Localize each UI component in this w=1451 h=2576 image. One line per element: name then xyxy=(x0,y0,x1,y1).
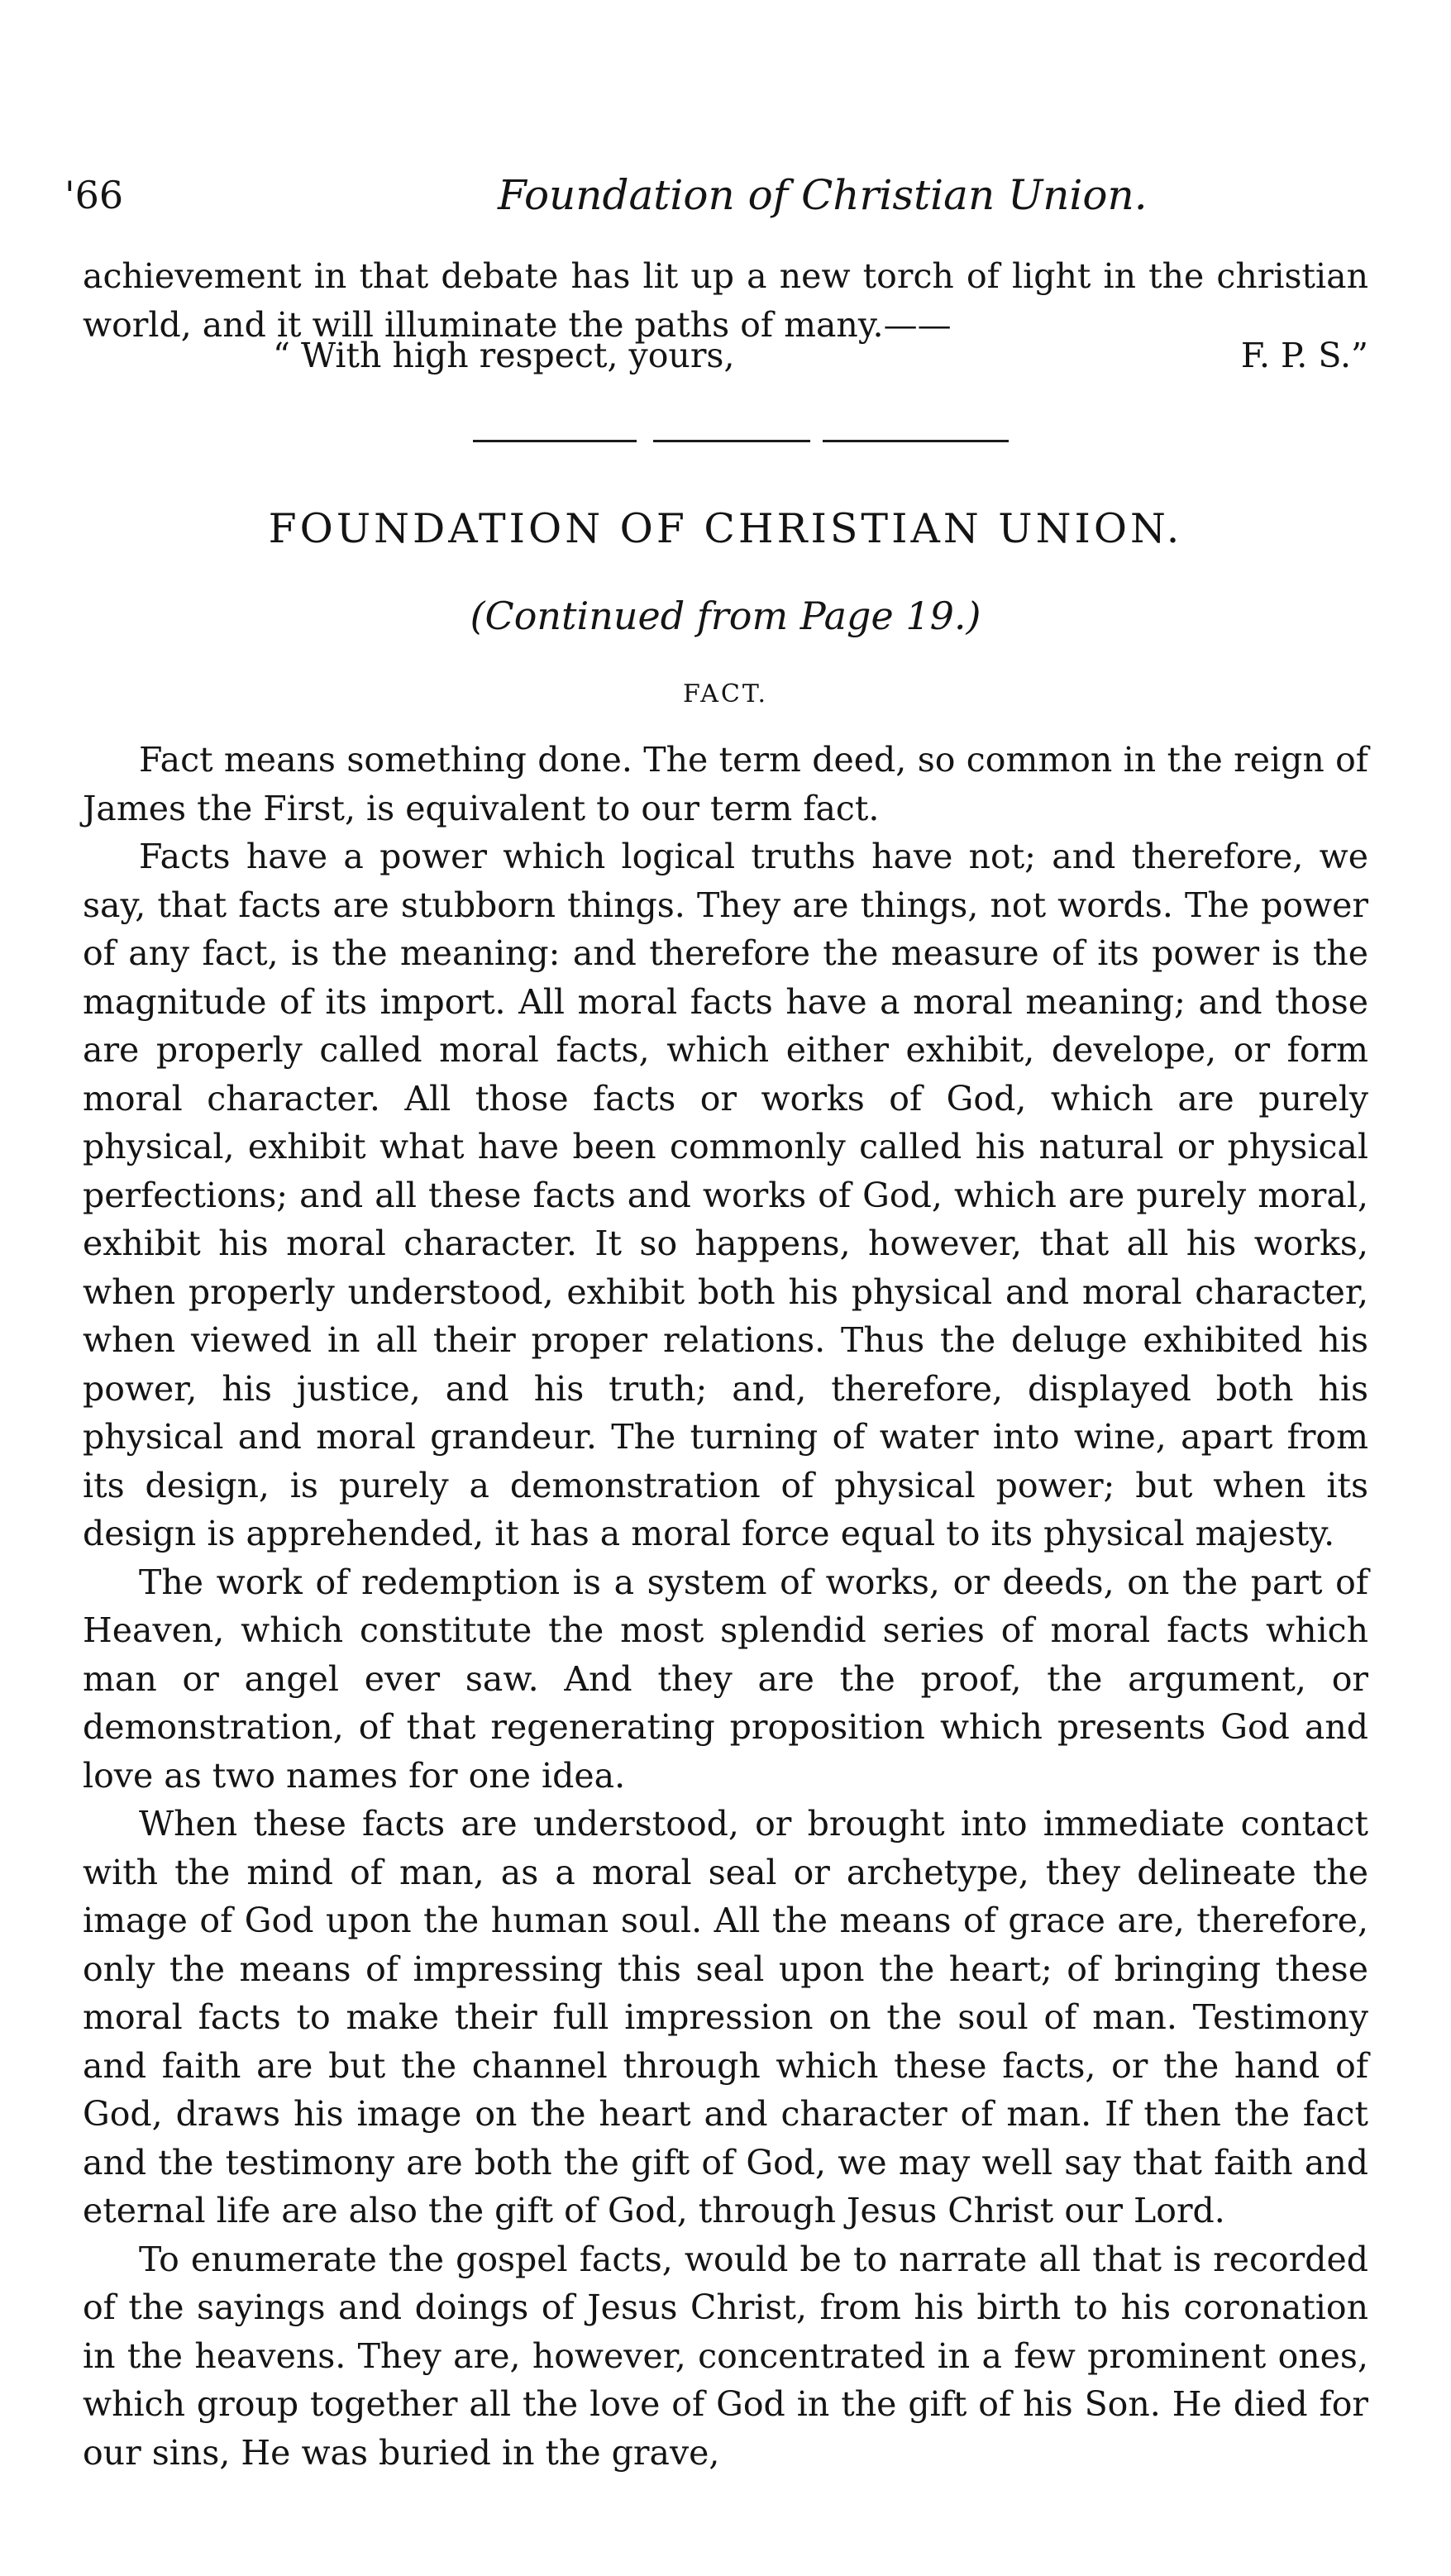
intro-paragraph: achievement in that debate has lit up a new torch of light in the christian world, and it will illuminate the paths of many.—— xyxy=(83,256,1368,345)
divider-rule xyxy=(653,440,810,442)
article-title: FOUNDATION OF CHRISTIAN UNION. xyxy=(268,505,1183,552)
page-number: '66 xyxy=(64,173,124,217)
running-title: Foundation of Christian Union. xyxy=(498,171,1148,219)
page-header xyxy=(51,162,1374,228)
section-heading: FACT. xyxy=(683,680,768,708)
paragraph: Facts have a power which logical truths have not; and therefore, we say, that facts are stubborn things. They are things, not words. The power of any fact, is the meaning: and therefore the measure of its power is the magnitude of its import. All moral facts have a moral meaning; and those are properly called moral facts, which either exhibit, develope, or form moral character. All those facts or works of God, which are purely physical, exhibit what have been commonly called his natural or physical perfections; and all these facts and works of God, which are purely moral, exhibit his moral character. It so happens, however, that all his works, when properly understood, exhibit both his physical and moral character, when viewed in all their proper relations. Thus the deluge exhibited his power, his justice, and his truth; and, therefore, displayed both his physical and moral grandeur. The turning of water into wine, apart from its design, is purely a demonstration of physical power; but when its design is apprehended, it has a moral force equal to its physical majesty. xyxy=(83,837,1368,1553)
divider-rule xyxy=(823,440,1009,442)
divider-rule xyxy=(473,440,637,442)
paragraph: Fact means something done. The term deed, so common in the reign of James the First, is equivalent to our term fact. xyxy=(83,740,1368,828)
paragraph: To enumerate the gospel facts, would be to narrate all that is recorded of the sayings and doings of Jesus Christ, from his birth to his coronation in the heavens. They are, however, concentrated in a few prominent ones, which group together all the love of God in the gift of his Son. He died for our sins, He was buried in the grave, xyxy=(83,2239,1368,2473)
paragraph: When these facts are understood, or brought into immediate contact with the mind of man, as a moral seal or archetype, they delineate the image of God upon the human soul. All the means of grace are, therefore, only the means of impressing this seal upon the heart; of bringing these moral facts to make their full impression on the soul of man. Testimony and faith are but the channel through which these facts, or the hand of God, draws his image on the heart and character of man. If then the fact and the testimony are both the gift of God, we may well say that faith and eternal life are also the gift of God, through Jesus Christ our Lord. xyxy=(83,1804,1368,2230)
article-body xyxy=(83,736,1368,2477)
closing-line: “ With high respect, yours, xyxy=(273,336,735,375)
paragraph: The work of redemption is a system of works, or deeds, on the part of Heaven, which constitute the most splendid series of moral facts which man or angel ever saw. And they are the proof, the argument, or demonstration, of that regenerating proposition which presents God and love as two names for one idea. xyxy=(83,1562,1368,1796)
continued-note: (Continued from Page 19.) xyxy=(470,594,981,638)
signature: F. P. S.” xyxy=(1240,336,1368,375)
letter-closing xyxy=(273,331,1368,380)
